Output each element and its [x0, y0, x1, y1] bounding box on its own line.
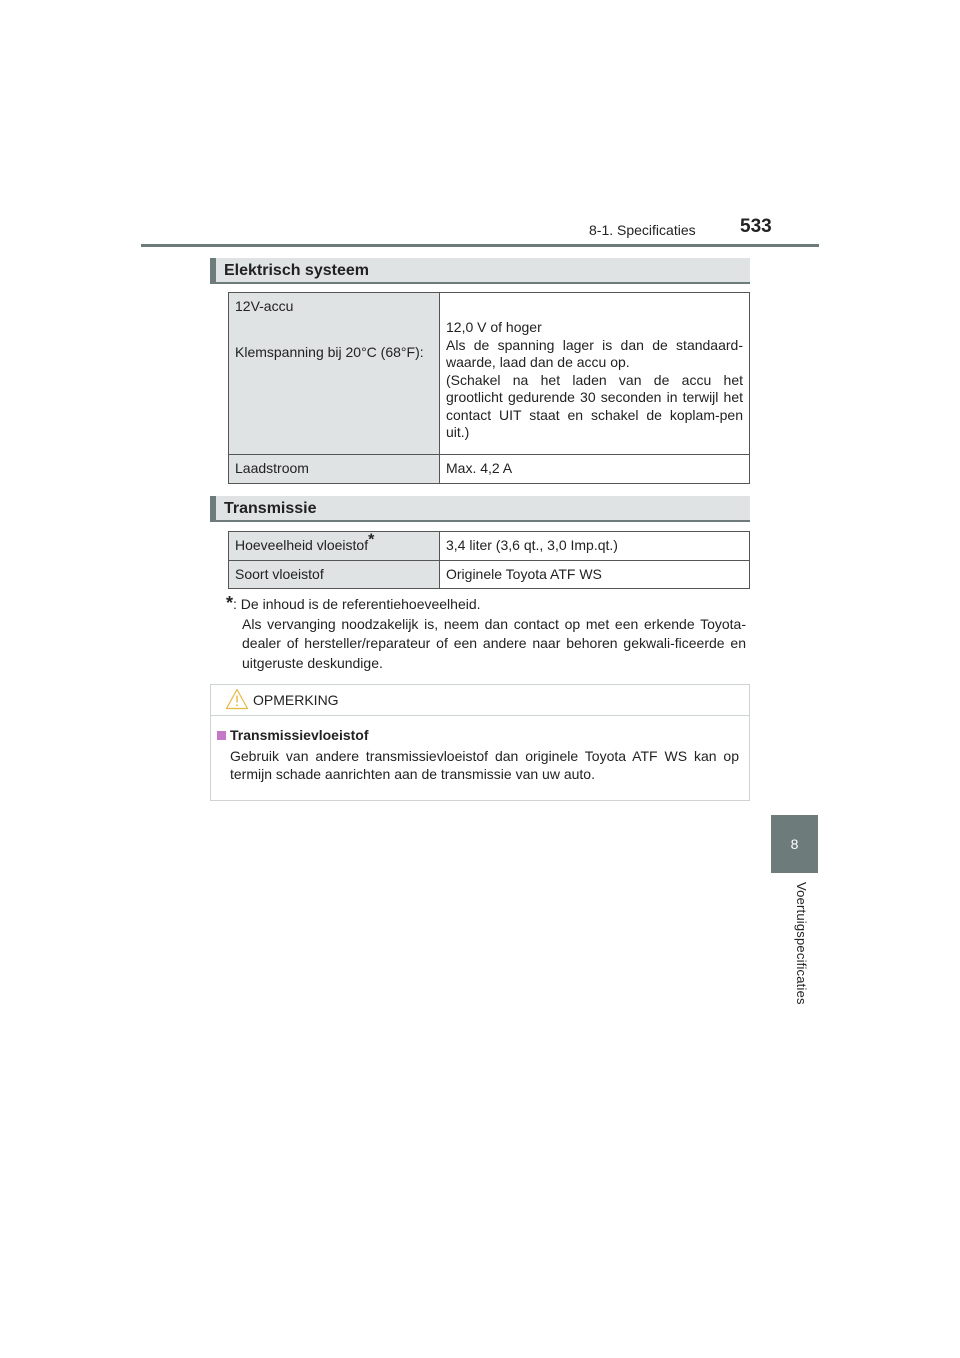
transmission-spec-table	[228, 531, 750, 589]
header-section-title: 8-1. Specificaties	[589, 222, 696, 238]
header-rule	[141, 244, 819, 247]
chapter-tab[interactable]: 8	[771, 815, 818, 873]
table-row	[229, 532, 750, 561]
charging-current-label: Laadstroom	[229, 455, 440, 484]
footnote-text: Als vervanging noodzakelijk is, neem dan contact op met een erkende Toyota-dealer of hersteller/reparateur of een andere naar behoren gekwali-ficeerde en uitgeruste deskundige.	[242, 615, 746, 671]
fluid-capacity-value: 3,4 liter (3,6 qt., 3,0 Imp.qt.)	[440, 532, 750, 561]
table-value-cell	[440, 293, 750, 455]
table-row	[229, 560, 750, 589]
section-heading-bar	[210, 496, 216, 520]
terminal-voltage-label: Klemspanning bij 20°C (68°F):	[235, 343, 424, 360]
notice-header	[211, 685, 749, 716]
notice-title: OPMERKING	[253, 692, 339, 708]
charging-current-value: Max. 4,2 A	[440, 455, 750, 484]
footnote	[226, 594, 746, 673]
section-heading-electrical	[210, 258, 750, 284]
page-number: 533	[740, 216, 772, 237]
battery-headlight-note: (Schakel na het laden van de accu het grootlicht gedurende 30 seconden in terwijl het contact UIT staat en schakel de koplam-pen uit.)	[446, 371, 743, 440]
footnote-first-line: : De inhoud is de referentiehoeveelheid.	[233, 596, 481, 612]
fluid-capacity-label: Hoeveelheid vloeistof	[235, 537, 369, 553]
chapter-tab-label: Voertuigspecificaties	[794, 882, 809, 1005]
battery-voltage-value: 12,0 V of hoger	[446, 319, 542, 335]
table-row	[229, 293, 750, 455]
battery-label: 12V-accu	[235, 298, 294, 314]
notice-text: Gebruik van andere transmissievloeistof dan originele Toyota ATF WS kan op termijn schade aanrichten aan de transmissie van uw auto.	[230, 748, 739, 782]
notice-box	[210, 684, 750, 801]
electrical-spec-table	[228, 292, 750, 484]
fluid-capacity-label-cell	[229, 532, 440, 561]
table-row	[229, 455, 750, 484]
fluid-type-label: Soort vloeistof	[229, 560, 440, 589]
section-heading-bar	[210, 258, 216, 282]
section-title: Elektrisch systeem	[224, 262, 369, 279]
table-label-cell	[229, 293, 440, 455]
footnote-reference: *	[368, 531, 375, 549]
bullet-square-icon	[217, 731, 226, 740]
section-heading-transmission	[210, 496, 750, 522]
footnote-mark: *	[226, 593, 234, 613]
section-title: Transmissie	[224, 500, 317, 517]
notice-body	[211, 716, 749, 783]
fluid-type-value: Originele Toyota ATF WS	[440, 560, 750, 589]
warning-triangle-icon	[225, 688, 249, 710]
battery-charge-note: Als de spanning lager is dan de standaard-waarde, laad dan de accu op.	[446, 336, 743, 370]
notice-subtitle: Transmissievloeistof	[230, 727, 369, 743]
